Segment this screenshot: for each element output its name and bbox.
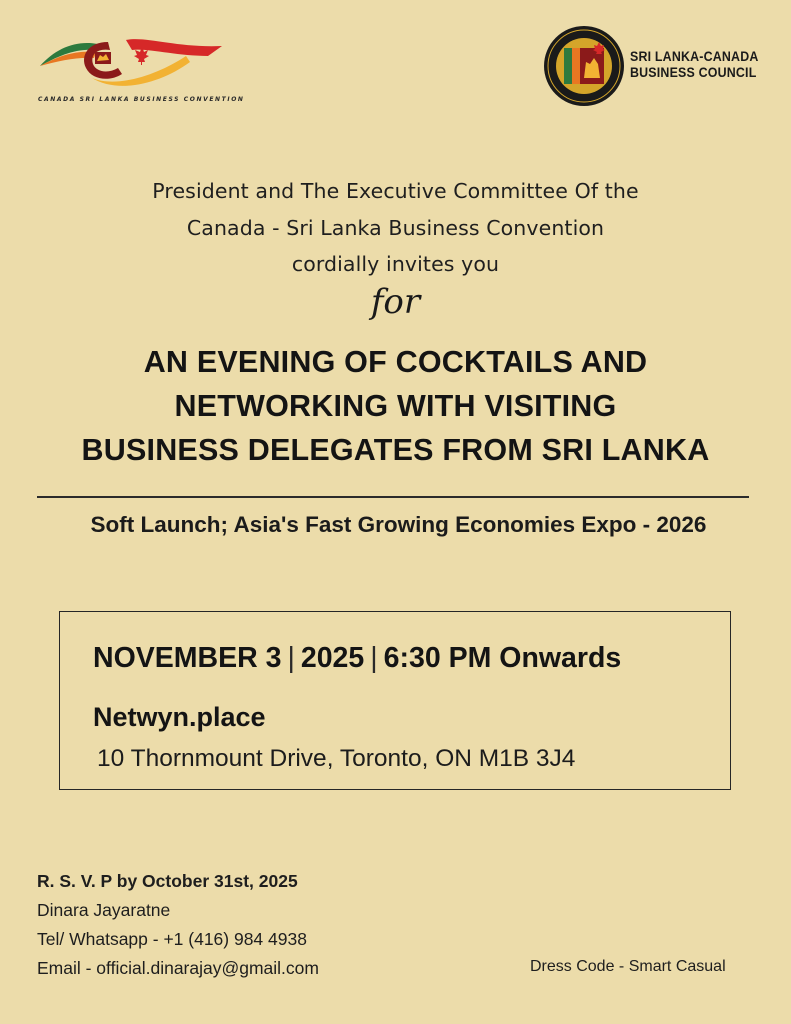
divider-line	[37, 496, 749, 498]
expo-subtitle: Soft Launch; Asia's Fast Growing Economies Expo - 2026	[90, 512, 707, 537]
rsvp-contact-name: Dinara Jayaratne	[37, 900, 171, 920]
council-name	[630, 49, 759, 81]
headline-line-2: NETWORKING WITH VISITING	[174, 389, 617, 423]
dress-code: Dress Code - Smart Casual	[530, 958, 726, 975]
headline-line-1: AN EVENING OF COCKTAILS AND	[143, 345, 648, 379]
rsvp-email: Email - official.dinarajay@gmail.com	[37, 958, 319, 978]
separator: |	[370, 642, 378, 674]
separator: |	[287, 642, 295, 674]
venue-address: 10 Thornmount Drive, Toronto, ON M1B 3J4	[97, 745, 576, 772]
event-date: NOVEMBER 3	[93, 642, 282, 674]
convention-logo	[36, 26, 245, 110]
event-year: 2025	[300, 642, 365, 674]
event-headline	[0, 340, 791, 472]
rsvp-phone: Tel/ Whatsapp - +1 (416) 984 4938	[37, 929, 307, 949]
rsvp-section	[37, 871, 319, 979]
headline-line-3: BUSINESS DELEGATES FROM SRI LANKA	[81, 433, 710, 467]
invitation-line-1: President and The Executive Committee Of the	[152, 179, 639, 203]
venue-name: Netwyn.place	[93, 702, 266, 732]
council-name-line2: BUSINESS COUNCIL	[630, 65, 757, 80]
council-name-line1: SRI LANKA-CANADA	[630, 49, 759, 64]
event-time: 6:30 PM Onwards	[383, 642, 622, 674]
convention-logo-caption: CANADA SRI LANKA BUSINESS CONVENTION	[38, 96, 245, 103]
event-datetime	[93, 642, 621, 675]
convention-logo-mark	[36, 26, 236, 96]
invitation-line-3: cordially invites you	[291, 252, 500, 276]
invitation-text	[0, 173, 791, 283]
council-seal	[542, 24, 626, 108]
event-details-box	[59, 611, 731, 790]
rsvp-heading: R. S. V. P by October 31st, 2025	[37, 871, 298, 891]
invitation-line-2: Canada - Sri Lanka Business Convention	[186, 215, 605, 240]
for-word: for	[370, 282, 421, 322]
council-logo	[542, 24, 772, 108]
